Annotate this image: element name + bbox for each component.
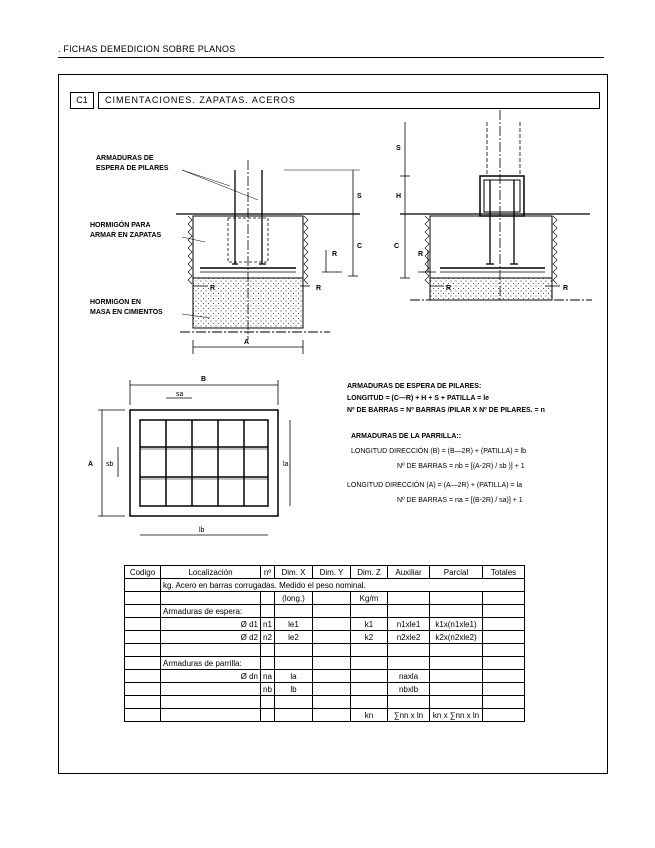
dim-s-right: S	[396, 145, 401, 152]
cell-description: kg. Acero en barras corrugadas. Medido el peso nominal.	[161, 579, 525, 592]
table-row	[125, 696, 525, 709]
label-armaduras-2: ESPERA DE PILARES	[96, 165, 169, 172]
cell-localizacion: Ø d1	[161, 618, 261, 631]
page-header: . FICHAS DEMEDICION SOBRE PLANOS	[58, 44, 236, 54]
cell-dim-y	[313, 592, 351, 605]
cell-dim-x	[275, 644, 313, 657]
header-dim-z: Dim. Z	[351, 566, 388, 579]
label-masa-2: MASA EN CIMIENTOS	[90, 309, 163, 316]
cell-dim-x: le1	[275, 618, 313, 631]
cell-dim-y	[313, 683, 351, 696]
formula-parrilla-num-b: Nº DE BARRAS = nb = [(A-2R) / sb )] + 1	[397, 463, 525, 470]
cell-totales	[483, 631, 525, 644]
cell-parcial	[430, 696, 483, 709]
label-masa-1: HORMIGON EN	[90, 299, 141, 306]
cell-num	[261, 592, 275, 605]
cell-num: na	[261, 670, 275, 683]
dim-r-vert-right: R	[418, 251, 424, 258]
cell-parcial: k1x(n1xle1)	[430, 618, 483, 631]
label-hormigon-1: HORMIGÓN PARA	[90, 222, 151, 229]
formula-parrilla-num-a: Nº DE BARRAS = na = [(B-2R) / sa)] + 1	[397, 497, 523, 504]
cell-dim-x	[275, 696, 313, 709]
cell-codigo	[125, 618, 161, 631]
cell-dim-y	[313, 631, 351, 644]
dim-r-right-left: R	[316, 285, 322, 292]
plan-dim-la: la	[283, 461, 289, 468]
cell-localizacion	[161, 709, 261, 722]
cell-totales	[483, 657, 525, 670]
cell-auxiliar	[388, 605, 430, 618]
cell-totales	[483, 618, 525, 631]
cell-dim-y	[313, 670, 351, 683]
header-totales: Totales	[483, 566, 525, 579]
header-dim-y: Dim. Y	[313, 566, 351, 579]
cell-num	[261, 644, 275, 657]
cell-totales	[483, 644, 525, 657]
header-dim-x: Dim. X	[275, 566, 313, 579]
cell-auxiliar	[388, 644, 430, 657]
header-num: nº	[261, 566, 275, 579]
table-row	[125, 657, 525, 670]
cell-totales	[483, 696, 525, 709]
formula-espera-title: ARMADURAS DE ESPERA DE PILARES:	[347, 383, 482, 390]
dim-r-left-left: R	[210, 285, 216, 292]
cell-dim-z	[351, 644, 388, 657]
formula-espera-num: Nº DE BARRAS = Nº BARRAS /PILAR X Nº DE PILARES. = n	[347, 407, 545, 414]
cell-auxiliar: ∑nn x ln	[388, 709, 430, 722]
table-header-row	[125, 566, 525, 579]
header-localizacion: Localización	[161, 566, 261, 579]
dim-r-left-right: R	[446, 285, 452, 292]
table-row	[125, 670, 525, 683]
cell-dim-z: Kg/m	[351, 592, 388, 605]
cell-auxiliar	[388, 592, 430, 605]
cell-localizacion: Armaduras de parrilla:	[161, 657, 261, 670]
cell-dim-x: (long.)	[275, 592, 313, 605]
cell-dim-z: kn	[351, 709, 388, 722]
dim-h-right: H	[396, 193, 402, 200]
table-row	[125, 644, 525, 657]
cell-auxiliar	[388, 657, 430, 670]
cell-num	[261, 709, 275, 722]
cell-parcial: k2x(n2xle2)	[430, 631, 483, 644]
cell-auxiliar: nbxlb	[388, 683, 430, 696]
table-row	[125, 683, 525, 696]
plan-dim-lb: lb	[199, 527, 205, 534]
cell-dim-x	[275, 657, 313, 670]
cell-dim-x: lb	[275, 683, 313, 696]
cell-auxiliar: naxla	[388, 670, 430, 683]
formula-parrilla-long-a: LONGITUD DIRECCIÓN (A) = (A—2R) + (PATILLA) = la	[347, 482, 522, 489]
cell-codigo	[125, 709, 161, 722]
cell-codigo	[125, 696, 161, 709]
cell-localizacion	[161, 696, 261, 709]
cell-dim-z: k2	[351, 631, 388, 644]
cell-parcial	[430, 657, 483, 670]
cell-dim-z	[351, 657, 388, 670]
cell-num: nb	[261, 683, 275, 696]
plan-view-drawing	[98, 380, 290, 535]
cell-codigo	[125, 670, 161, 683]
cell-localizacion	[161, 592, 261, 605]
cell-num: n1	[261, 618, 275, 631]
cell-localizacion	[161, 683, 261, 696]
table-row	[125, 618, 525, 631]
cell-num	[261, 696, 275, 709]
plan-dim-b: B	[201, 376, 207, 383]
cell-localizacion: Ø d2	[161, 631, 261, 644]
cell-codigo	[125, 592, 161, 605]
cell-dim-y	[313, 644, 351, 657]
cell-localizacion: Armaduras de espera:	[161, 605, 261, 618]
cell-num	[261, 605, 275, 618]
cell-parcial: kn x ∑nn x ln	[430, 709, 483, 722]
label-hormigon-2: ARMAR EN ZAPATAS	[90, 232, 162, 239]
cell-dim-z: k1	[351, 618, 388, 631]
header-codigo: Codigo	[125, 566, 161, 579]
formula-parrilla-long-b: LONGITUD DIRECCIÓN (B) = (B—2R) + (PATILLA) = lb	[351, 448, 526, 455]
cell-auxiliar: n2xle2	[388, 631, 430, 644]
cell-parcial	[430, 670, 483, 683]
cell-dim-z	[351, 670, 388, 683]
cell-num: n2	[261, 631, 275, 644]
cell-auxiliar	[388, 696, 430, 709]
cell-dim-z	[351, 605, 388, 618]
card-title: CIMENTACIONES. ZAPATAS. ACEROS	[98, 92, 600, 109]
table-row	[125, 592, 525, 605]
cell-dim-y	[313, 696, 351, 709]
table-row	[125, 579, 525, 592]
cell-totales	[483, 670, 525, 683]
cell-codigo	[125, 683, 161, 696]
cell-dim-x	[275, 605, 313, 618]
cell-dim-y	[313, 709, 351, 722]
cell-num	[261, 657, 275, 670]
cell-parcial	[430, 683, 483, 696]
cell-dim-z	[351, 696, 388, 709]
cell-parcial	[430, 592, 483, 605]
cell-localizacion	[161, 644, 261, 657]
cell-codigo	[125, 644, 161, 657]
cell-codigo	[125, 657, 161, 670]
cell-dim-z	[351, 683, 388, 696]
cell-parcial	[430, 605, 483, 618]
table-row	[125, 605, 525, 618]
header-parcial: Parcial	[430, 566, 483, 579]
measurement-table	[124, 565, 525, 722]
plan-dim-sa: sa	[176, 391, 184, 398]
formula-espera-long: LONGITUD = (C—R) + H + S + PATILLA = le	[347, 395, 490, 402]
dim-s-left: S	[357, 193, 362, 200]
card-code: C1	[70, 92, 94, 109]
cell-dim-x	[275, 709, 313, 722]
table-row	[125, 709, 525, 722]
dim-c-right: C	[394, 243, 400, 250]
cell-auxiliar: n1xle1	[388, 618, 430, 631]
table-row	[125, 631, 525, 644]
cell-dim-y	[313, 618, 351, 631]
plan-dim-a: A	[88, 461, 94, 468]
cell-codigo	[125, 605, 161, 618]
dim-r-vert-left: R	[332, 251, 338, 258]
cell-dim-x: la	[275, 670, 313, 683]
dim-a-left: A	[244, 339, 250, 346]
cell-dim-y	[313, 657, 351, 670]
cell-localizacion: Ø dn	[161, 670, 261, 683]
header-auxiliar: Auxiliar	[388, 566, 430, 579]
cell-dim-x: le2	[275, 631, 313, 644]
dim-r-right-right: R	[563, 285, 569, 292]
cell-totales	[483, 592, 525, 605]
cell-totales	[483, 709, 525, 722]
dim-c-left: C	[357, 243, 363, 250]
cell-codigo	[125, 579, 161, 592]
plan-dim-sb: sb	[106, 461, 114, 468]
cell-totales	[483, 683, 525, 696]
cell-codigo	[125, 631, 161, 644]
cell-dim-y	[313, 605, 351, 618]
formula-parrilla-title: ARMADURAS DE LA PARRILLA::	[351, 433, 462, 440]
cell-parcial	[430, 644, 483, 657]
label-armaduras-1: ARMADURAS DE	[96, 155, 154, 162]
cell-totales	[483, 605, 525, 618]
right-section-drawing	[400, 110, 592, 300]
